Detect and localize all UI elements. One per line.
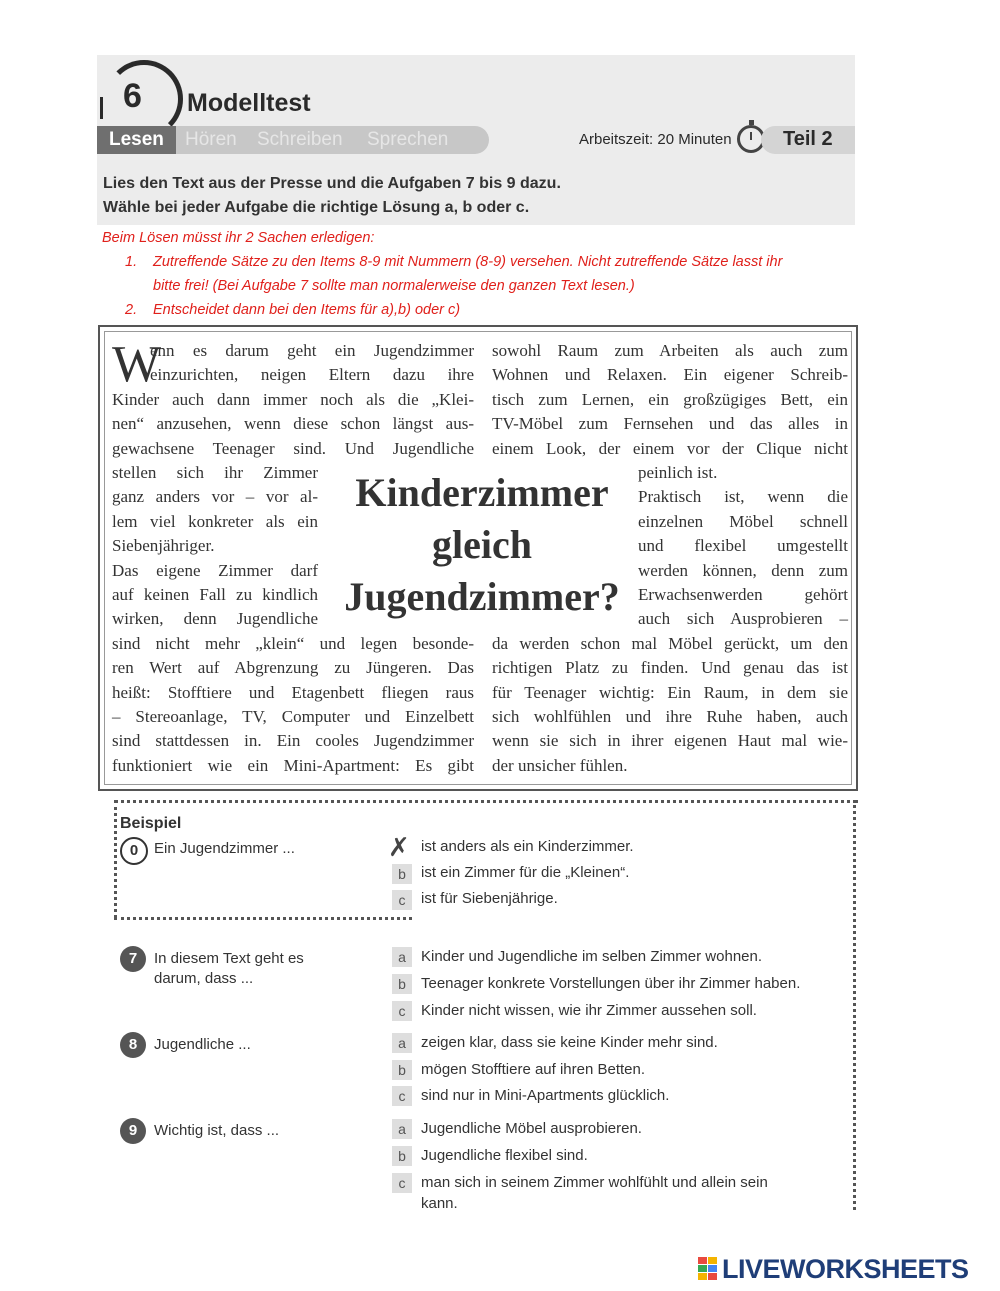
page-title: Modelltest: [187, 89, 311, 117]
part-label: Teil 2: [783, 128, 833, 150]
example-letter-b: b: [392, 864, 412, 884]
example-option-c: ist für Siebenjährige.: [421, 890, 558, 907]
tab-hoeren: Hören: [185, 129, 237, 150]
task-8-option-a[interactable]: zeigen klar, dass sie keine Kinder mehr sind.: [421, 1034, 718, 1051]
article-left-line: sind stattdessen in. Ein cooles Jugendzimmer: [112, 731, 474, 751]
example-number: 0: [120, 837, 148, 865]
example-letter-c: c: [392, 890, 412, 910]
article-left-line: heißt: Stofftiere und Etagenbett fliegen raus: [112, 682, 474, 702]
article-right-line: für Teenager wichtig: Ein Raum, in dem sie: [492, 682, 848, 702]
article-right-line: wenn sie sich in ihrer eigenen Haut mal wie-: [492, 731, 848, 751]
article-right-line: Erwachsenwerden gehört: [638, 585, 848, 604]
article-dropcap: W: [112, 336, 162, 393]
task-9-option-a[interactable]: Jugendliche Möbel ausprobieren.: [421, 1120, 642, 1137]
worksheet-header: [97, 55, 855, 225]
task-7-letter-c[interactable]: c: [392, 1001, 412, 1021]
task-7-letter-a[interactable]: a: [392, 947, 412, 967]
article-right-line: der unsicher fühlen.: [492, 755, 628, 775]
article-left-line: enn es darum geht ein Jugendzimmer: [150, 341, 474, 360]
dotted-border-bottom: [114, 917, 412, 920]
unit-marker: [100, 97, 103, 119]
teacher-note-item-2-line: Entscheidet dann bei den Items für a),b) oder c): [153, 302, 461, 318]
teacher-note-item-1-number: 1.: [125, 254, 138, 270]
article-left-line: auf keinen Fall zu kindlich: [112, 585, 318, 604]
teacher-note-intro: Beim Lösen müsst ihr 2 Sachen erledigen:: [102, 230, 375, 246]
article-right-line: und flexibel umgestellt: [638, 536, 848, 556]
article-right-line: TV-Möbel zum Fernsehen und das alles in: [492, 414, 848, 434]
task-7-stem-line-2: darum, dass ...: [154, 970, 254, 987]
task-8-letter-c[interactable]: c: [392, 1086, 412, 1106]
example-heading: Beispiel: [120, 815, 182, 832]
article-left-line: gewachsene Teenager sind. Und Jugendliche: [112, 438, 474, 458]
article-left-line: ren Wert auf Abgrenzung zu Jüngeren. Das: [112, 658, 474, 678]
example-box: [110, 800, 858, 920]
article-left-line: lem viel konkreter als ein: [112, 511, 318, 531]
article-left-line: – Stereoanlage, TV, Computer und Einzelbett: [112, 707, 474, 726]
article-left-line: Das eigene Zimmer darf: [112, 560, 318, 580]
task-9-stem: Wichtig ist, dass ...: [154, 1122, 280, 1139]
article-right-line: tisch zum Lernen, ein großzügiges Bett, ein: [492, 389, 848, 409]
article-left-line: nen“ anzusehen, wenn diese schon längst aus-: [112, 414, 474, 434]
instruction-line-2: Wähle bei jeder Aufgabe die richtige Lösung a, b oder c.: [103, 199, 530, 216]
article-right-line: einzelnen Möbel schnell: [638, 511, 848, 531]
skill-tabs: [97, 126, 489, 154]
teacher-note-item-1-line-2: bitte frei! (Bei Aufgabe 7 sollte man normalerweise den ganzen Text lesen.): [153, 278, 635, 294]
task-7-stem-line-1: In diesem Text geht es: [154, 950, 304, 967]
article-left-line: sind nicht mehr „klein“ und legen besonde-: [112, 633, 474, 653]
tab-schreiben: Schreiben: [257, 129, 343, 150]
dotted-border-top: [114, 800, 858, 803]
teacher-note-item-1: [125, 254, 783, 270]
article-right-line: Wohnen und Relaxen. Ein eigener Schreib-: [492, 365, 848, 385]
task-9-option-b[interactable]: Jugendliche flexibel sind.: [421, 1147, 588, 1164]
article-left-line: Kinder auch dann immer noch als die „Klei-: [112, 389, 474, 409]
tab-lesen: Lesen: [97, 126, 176, 154]
example-option-a: ist anders als ein Kinderzimmer.: [421, 838, 634, 855]
article-left-line: wirken, denn Jugendliche: [112, 609, 318, 629]
article-right-line: peinlich ist.: [638, 463, 718, 482]
task-8-stem: Jugendliche ...: [154, 1036, 251, 1053]
task-9-option-c[interactable]: man sich in seinem Zimmer wohlfühlt und allein sein: [421, 1174, 768, 1191]
part-badge: [761, 126, 855, 154]
task-8-letter-b[interactable]: b: [392, 1060, 412, 1080]
task-8-letter-a[interactable]: a: [392, 1033, 412, 1053]
article-left-line: stellen sich ihr Zimmer: [112, 463, 318, 482]
article-right-line: auch sich Ausprobieren –: [638, 609, 848, 629]
article-right-line: einem Look, der einem vor der Clique nicht: [492, 438, 848, 458]
article-right-line: werden können, denn zum: [638, 560, 848, 580]
task-9-number: 9: [120, 1118, 146, 1144]
logo-text: LIVEWORKSHEETS: [722, 1254, 969, 1284]
instruction-line-1: Lies den Text aus der Presse und die Aufgaben 7 bis 9 dazu.: [103, 175, 561, 192]
article-left-line: einzurichten, neigen Eltern dazu ihre: [150, 365, 474, 385]
task-9-letter-b[interactable]: b: [392, 1146, 412, 1166]
teacher-note-item-2: [125, 302, 461, 318]
article-right-line: da werden schon mal Möbel gerückt, um den: [492, 633, 848, 653]
article-headline-line-3: Jugendzimmer?: [344, 574, 620, 619]
unit-number: 6: [123, 77, 142, 115]
task-8-option-b[interactable]: mögen Stofftiere auf ihren Betten.: [421, 1061, 646, 1078]
task-7-letter-b[interactable]: b: [392, 974, 412, 994]
article-box: [98, 325, 858, 791]
task-7-option-b[interactable]: Teenager konkrete Vorstellungen über ihr Zimmer haben.: [421, 975, 801, 992]
article-left-line: Siebenjähriger.: [112, 536, 215, 556]
task-8-number: 8: [120, 1032, 146, 1058]
example-option-b: ist ein Zimmer für die „Kleinen“.: [421, 864, 630, 881]
article-left-line: ganz anders vor – vor al-: [112, 487, 318, 507]
crossed-answer-icon: ✗: [388, 832, 410, 862]
task-9-letter-a[interactable]: a: [392, 1119, 412, 1139]
article-right-line: sowohl Raum zum Arbeiten als auch zum: [492, 341, 848, 360]
work-time: Arbeitszeit: 20 Minuten: [579, 131, 732, 148]
article-left-line: funktioniert wie ein Mini-Apartment: Es gibt: [112, 755, 474, 775]
article-headline-line-2: gleich: [432, 522, 532, 567]
article-headline-line-1: Kinderzimmer: [355, 470, 609, 515]
task-7-option-c[interactable]: Kinder nicht wissen, wie ihr Zimmer aussehen soll.: [421, 1002, 757, 1019]
teacher-note-item-1-line-1: Zutreffende Sätze zu den Items 8-9 mit Nummern (8-9) versehen. Nicht zutreffende Sätze lasst ihr: [153, 254, 783, 270]
tab-sprechen: Sprechen: [367, 129, 449, 150]
task-7-option-a[interactable]: Kinder und Jugendliche im selben Zimmer wohnen.: [421, 948, 763, 965]
article-right-line: sich wohlfühlen und ihre Ruhe haben, auch: [492, 707, 848, 726]
article-right-line: richtigen Platz zu finden. Und genau das ist: [492, 658, 848, 678]
task-9-letter-c[interactable]: c: [392, 1173, 412, 1193]
example-stem: Ein Jugendzimmer ...: [154, 840, 295, 857]
logo-cubes-icon: [698, 1257, 718, 1281]
task-7-number: 7: [120, 946, 146, 972]
dotted-border-left: [114, 800, 117, 918]
task-9-option-c-line-2[interactable]: kann.: [421, 1195, 458, 1212]
article-right-line: Praktisch ist, wenn die: [638, 487, 848, 507]
task-8-option-c[interactable]: sind nur in Mini-Apartments glücklich.: [421, 1087, 670, 1104]
teacher-note-item-2-number: 2.: [125, 302, 138, 318]
